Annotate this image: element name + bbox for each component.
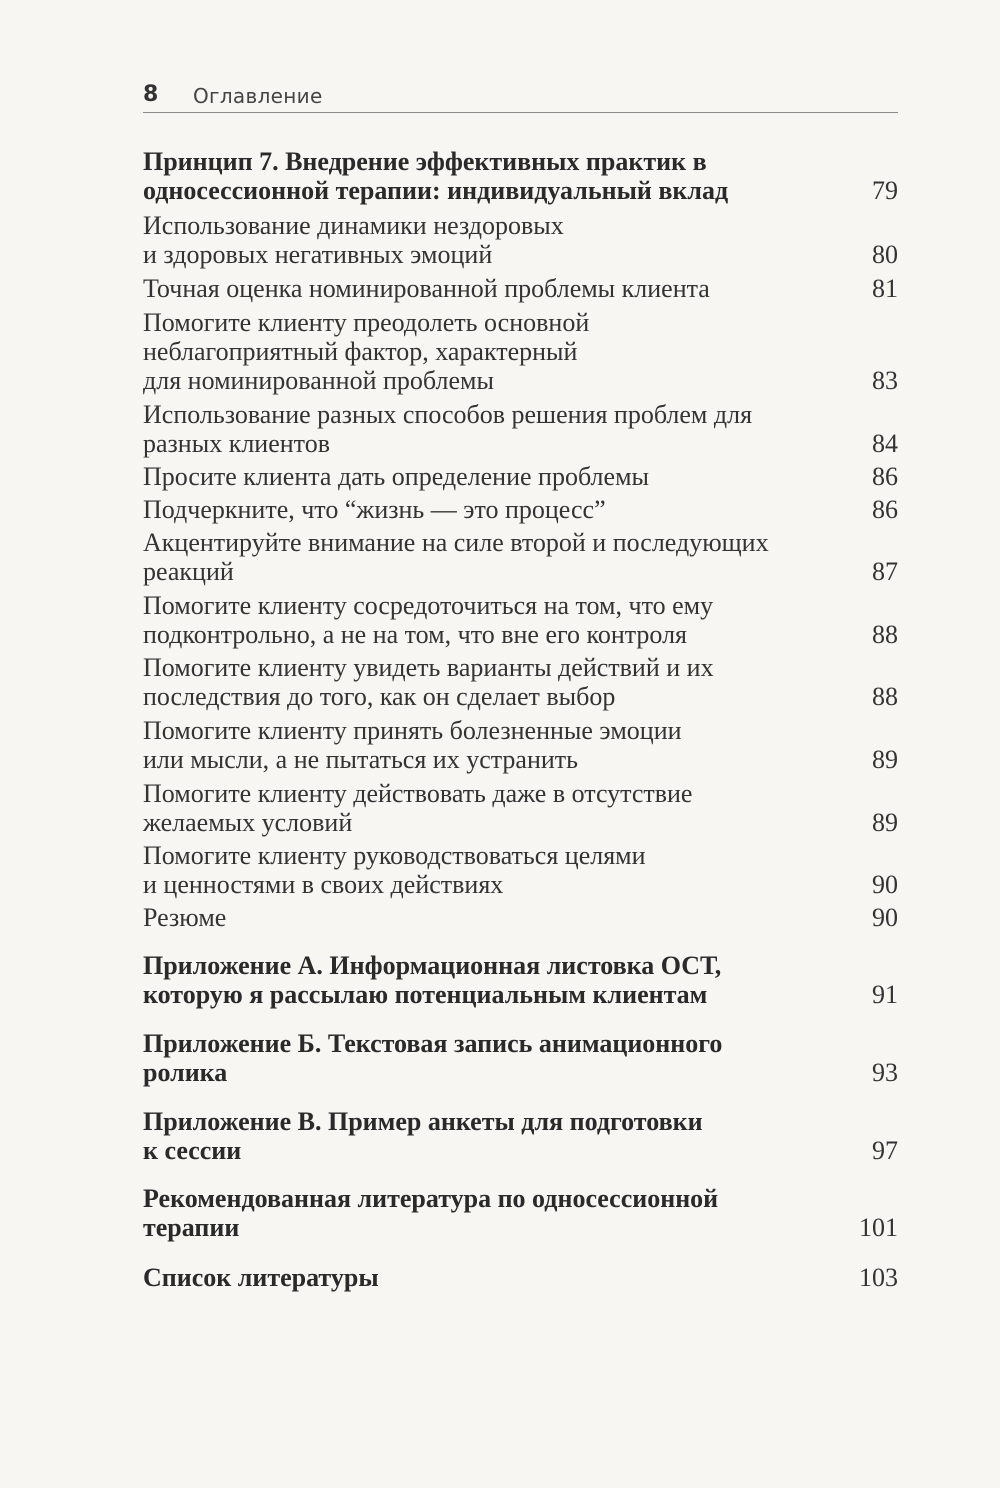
toc-entry-page: 90 (872, 903, 898, 932)
toc-entry-title: Акцентируйте внимание на силе второй и последующих реакций (143, 528, 769, 586)
header-title: Оглавление (193, 84, 323, 108)
toc-entry[interactable] (143, 274, 898, 303)
toc-entry-title: Помогите клиенту действовать даже в отсутствие желаемых условий (143, 779, 693, 837)
toc-entry-page: 86 (872, 495, 898, 524)
toc-entry[interactable] (143, 716, 898, 774)
toc-entry-page: 79 (872, 176, 898, 205)
toc-entry[interactable] (143, 653, 898, 711)
toc-entry[interactable] (143, 1029, 898, 1087)
toc-entry-title: Принцип 7. Внедрение эффективных практик в односессионной терапии: индивидуальный вклад (143, 147, 729, 205)
toc-entry[interactable] (143, 495, 898, 524)
toc-entry-title: Точная оценка номинированной проблемы клиента (143, 274, 710, 303)
toc-entry-title: Помогите клиенту принять болезненные эмоции или мысли, а не пытаться их устранить (143, 716, 682, 774)
toc-entry[interactable] (143, 779, 898, 837)
toc-entry-title: Помогите клиенту сосредоточиться на том, что ему подконтрольно, а не на том, что вне его контроля (143, 591, 714, 649)
toc-entry-title: Приложение Б. Текстовая запись анимационного ролика (143, 1029, 723, 1087)
toc-entry-title: Резюме (143, 903, 227, 932)
toc-entry-title: Использование динамики нездоровых и здоровых негативных эмоций (143, 211, 564, 269)
toc-entry-page: 89 (872, 808, 898, 837)
toc-entry-title: Помогите клиенту увидеть варианты действий и их последствия до того, как он сделает выбор (143, 653, 714, 711)
page-number: 8 (143, 82, 159, 107)
toc-entry-title: Использование разных способов решения проблем для разных клиентов (143, 400, 753, 458)
running-header (143, 82, 898, 113)
toc-entry[interactable] (143, 147, 898, 205)
toc-entry-page: 103 (859, 1263, 898, 1292)
toc-entry-page: 80 (872, 240, 898, 269)
toc-entry[interactable] (143, 1184, 898, 1242)
toc-entry[interactable] (143, 1107, 898, 1165)
toc-entry[interactable] (143, 903, 898, 932)
toc-entry[interactable] (143, 528, 898, 586)
toc-entry[interactable] (143, 591, 898, 649)
toc-entry[interactable] (143, 211, 898, 269)
toc-entry-page: 90 (872, 870, 898, 899)
toc-entry-title: Подчеркните, что “жизнь — это процесс” (143, 495, 606, 524)
toc-entry-title: Рекомендованная литература по односессионной терапии (143, 1184, 719, 1242)
toc-entry[interactable] (143, 462, 898, 491)
toc-entry-page: 93 (872, 1058, 898, 1087)
toc-entry-page: 81 (872, 274, 898, 303)
toc-entry-page: 87 (872, 557, 898, 586)
toc-entry[interactable] (143, 308, 898, 395)
toc-entry-page: 83 (872, 366, 898, 395)
toc-entry-page: 86 (872, 462, 898, 491)
toc-entry-page: 88 (872, 682, 898, 711)
toc-entry-page: 88 (872, 620, 898, 649)
toc-entry-title: Помогите клиенту руководствоваться целями и ценностями в своих действиях (143, 841, 646, 899)
toc-entry-page: 101 (859, 1213, 898, 1242)
toc-entry-page: 91 (872, 980, 898, 1009)
toc-entry-title: Список литературы (143, 1263, 379, 1292)
toc-entry-title: Просите клиента дать определение проблемы (143, 462, 649, 491)
toc-entry-page: 97 (872, 1136, 898, 1165)
toc-entry-title: Приложение А. Информационная листовка ОСТ, которую я рассылаю потенциальным клиентам (143, 951, 722, 1009)
toc-entry-page: 84 (872, 429, 898, 458)
toc-entry[interactable] (143, 951, 898, 1009)
toc-entry[interactable] (143, 400, 898, 458)
toc-entry-title: Помогите клиенту преодолеть основной неблагоприятный фактор, характерный для номинированной проблемы (143, 308, 590, 395)
toc-entry-page: 89 (872, 745, 898, 774)
toc-entry-title: Приложение В. Пример анкеты для подготовки к сессии (143, 1107, 703, 1165)
toc-entry[interactable] (143, 841, 898, 899)
toc-entry[interactable] (143, 1263, 898, 1292)
